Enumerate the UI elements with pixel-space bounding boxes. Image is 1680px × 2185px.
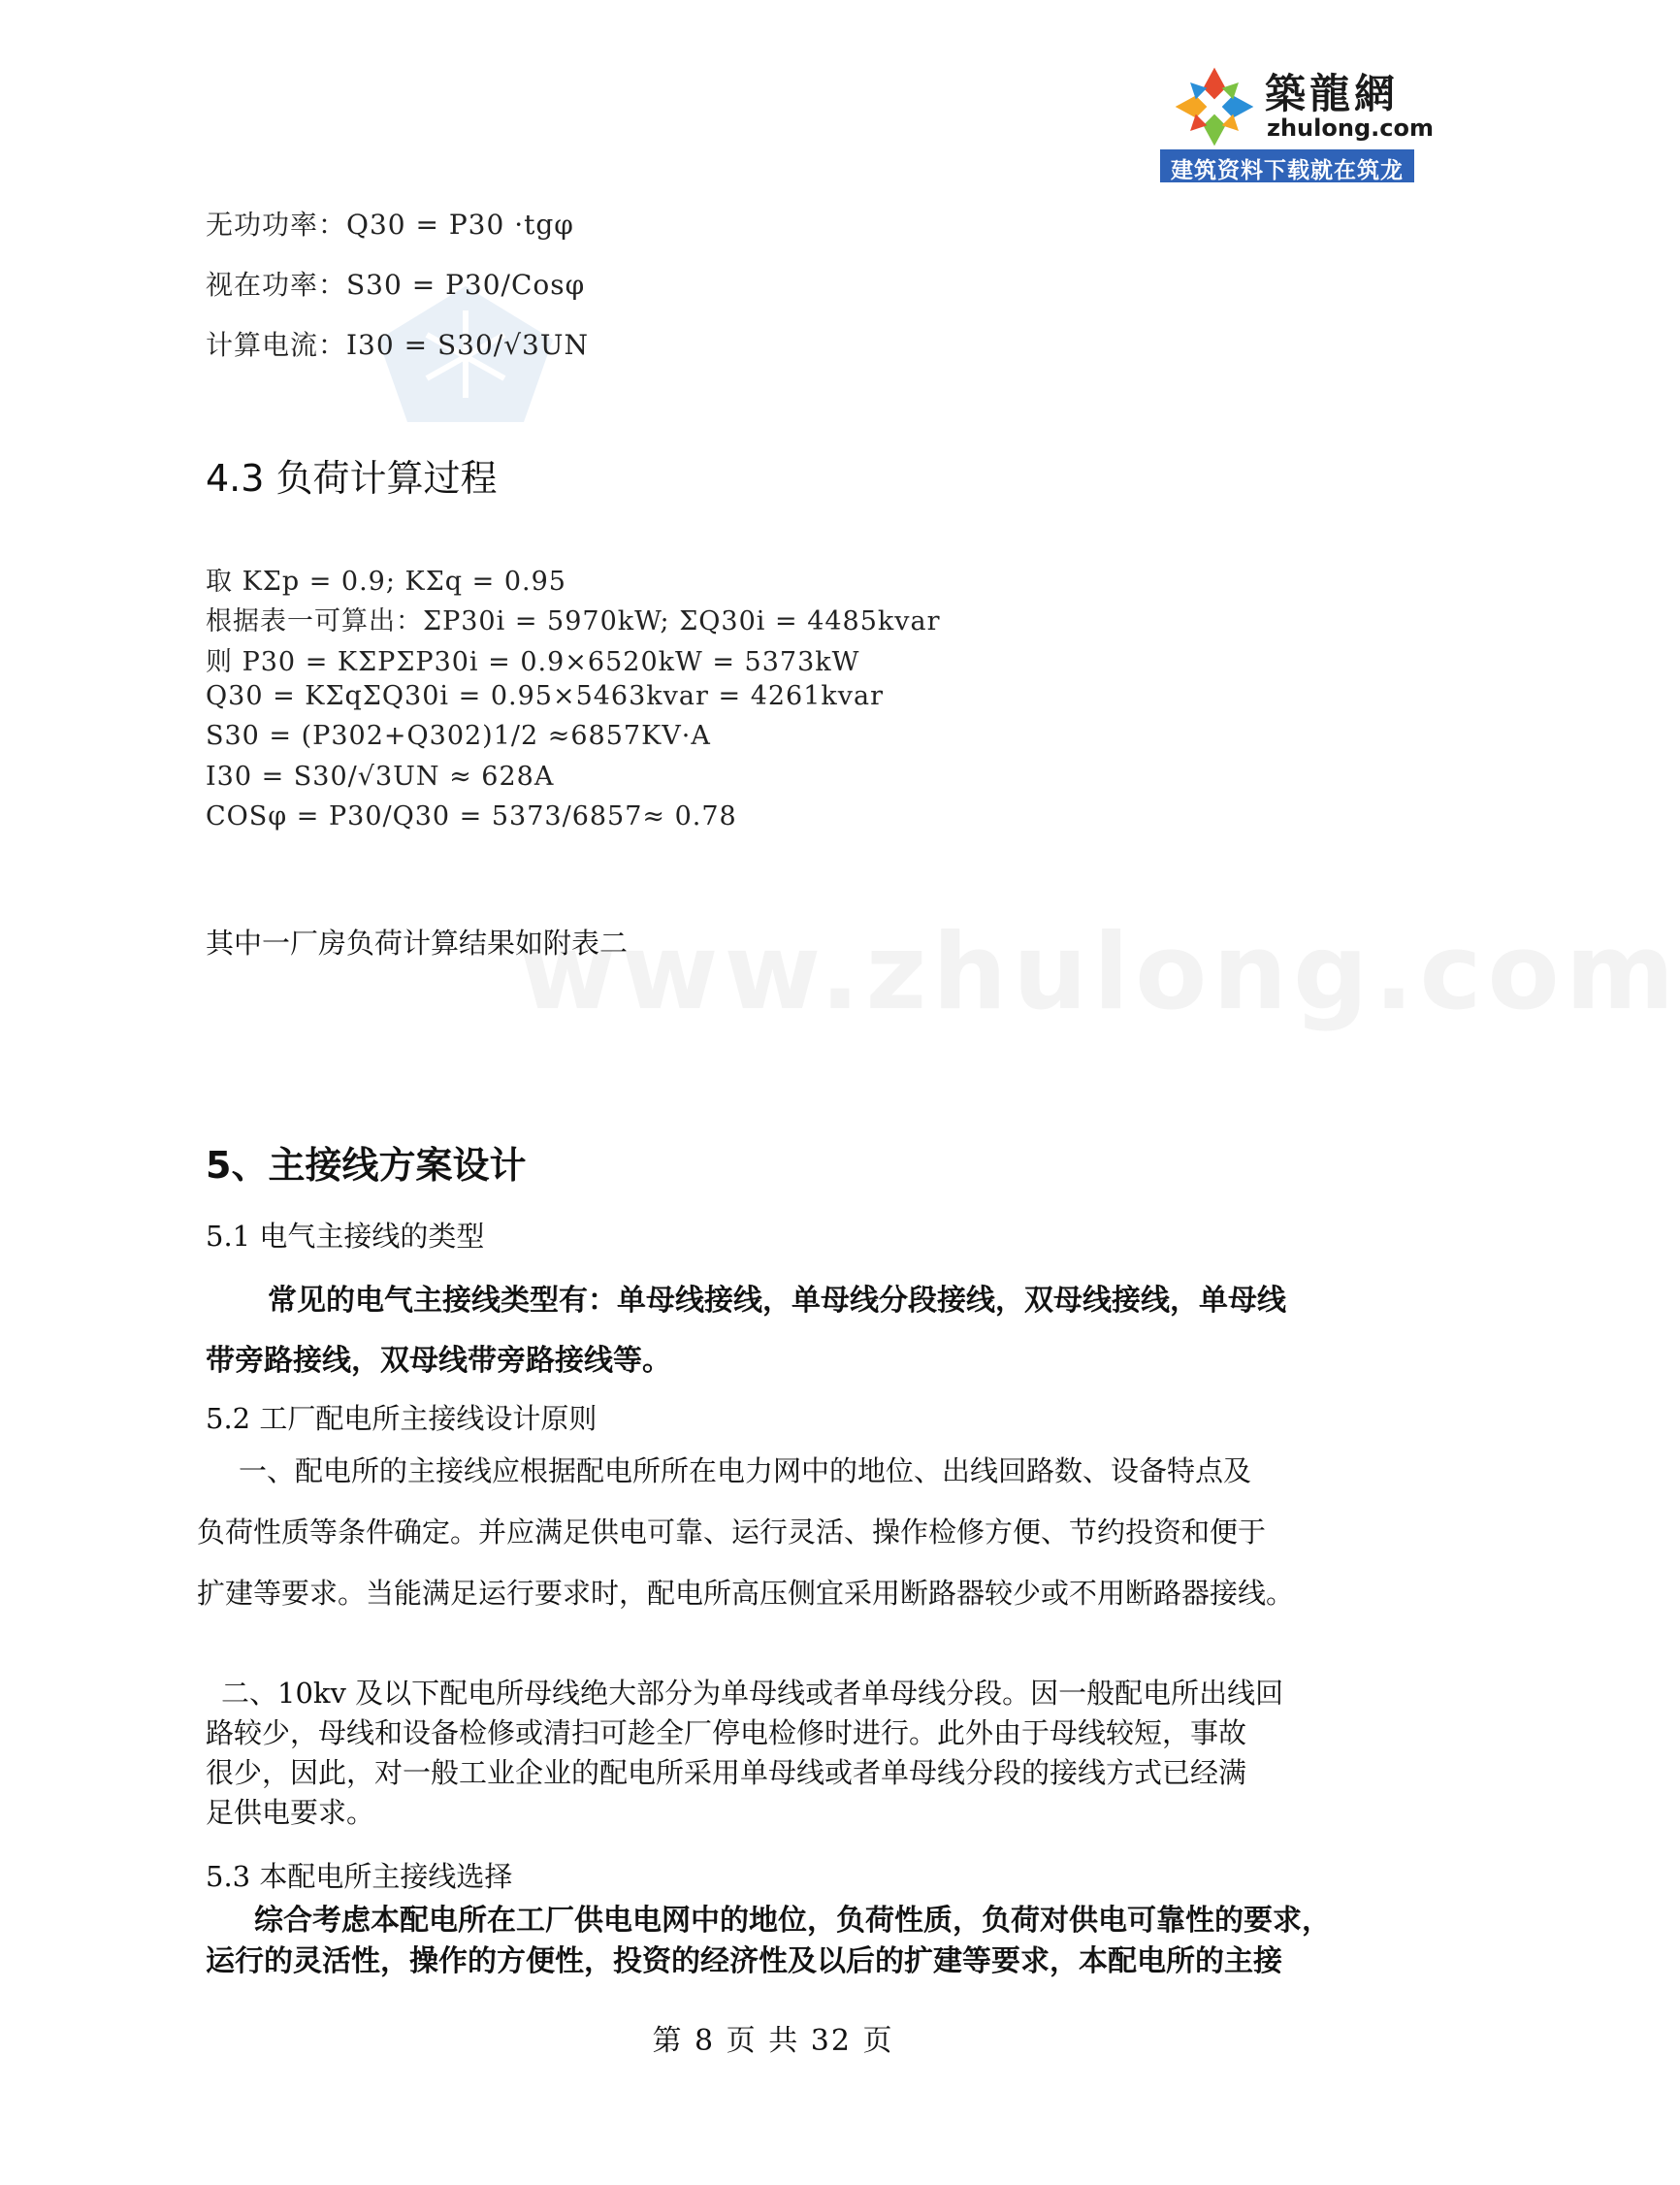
paragraph-line: 常见的电气主接线类型有：单母线接线，单母线分段接线，双母线接线，单母线 xyxy=(268,1284,1286,1318)
calc-line: Q30 = KΣqΣQ30i = 0.95×5463kvar = 4261kvar xyxy=(206,681,885,711)
logo-name: 築龍網 xyxy=(1265,70,1400,117)
logo-slogan: 建筑资料下载就在筑龙网 xyxy=(1171,158,1404,215)
calc-line: 则 P30 = KΣPΣP30i = 0.9×6520kW = 5373kW xyxy=(206,647,860,677)
paragraph-line: 很少，因此，对一般工业企业的配电所采用单母线或者单母线分段的接线方式已经满 xyxy=(206,1756,1247,1789)
paragraph-line: 带旁路接线，双母线带旁路接线等。 xyxy=(206,1344,671,1378)
paragraph-line: 运行的灵活性，操作的方便性，投资的经济性及以后的扩建等要求，本配电所的主接 xyxy=(206,1944,1282,1978)
section-5-1-title: 5.1 电气主接线的类型 xyxy=(206,1220,485,1253)
paragraph-line: 一、配电所的主接线应根据配电所所在电力网中的地位、出线回路数、设备特点及 xyxy=(239,1454,1252,1487)
section-5-2-title: 5.2 工厂配电所主接线设计原则 xyxy=(206,1402,598,1435)
watermark-text: www.zhulong.com xyxy=(519,912,1680,1033)
result-note: 其中一厂房负荷计算结果如附表二 xyxy=(206,927,629,960)
section-5-3-title: 5.3 本配电所主接线选择 xyxy=(206,1860,513,1893)
logo-slogan-bar xyxy=(1160,149,1414,215)
zhulong-flower-icon xyxy=(1168,60,1261,153)
paragraph-line: 路较少，母线和设备检修或清扫可趁全厂停电检修时进行。此外由于母线较短，事故 xyxy=(206,1716,1247,1749)
calc-line: I30 = S30/√3UN ≈ 628A xyxy=(206,762,555,792)
section-4-3-title: 4.3 负荷计算过程 xyxy=(206,457,498,500)
calc-line: COSφ = P30/Q30 = 5373/6857≈ 0.78 xyxy=(206,801,737,832)
calc-line: 根据表一可算出：ΣP30i = 5970kW; ΣQ30i = 4485kvar xyxy=(206,606,941,636)
paragraph-line: 足供电要求。 xyxy=(206,1796,375,1829)
calc-line: S30 = (P302+Q302)1/2 ≈6857KV·A xyxy=(206,721,711,751)
formula-apparent-power: 视在功率：S30 = P30/Cosφ xyxy=(206,269,586,301)
paragraph-line: 扩建等要求。当能满足运行要求时，配电所高压侧宜采用断路器较少或不用断路器接线。 xyxy=(197,1577,1295,1610)
formula-current: 计算电流：I30 = S30/√3UN xyxy=(206,329,589,361)
section-5-title: 5、主接线方案设计 xyxy=(206,1144,527,1187)
calc-line: 取 KΣp = 0.9; KΣq = 0.95 xyxy=(206,567,566,597)
formula-reactive-power: 无功功率：Q30 = P30 ·tgφ xyxy=(206,209,574,241)
zhulong-logo xyxy=(1160,56,1434,215)
paragraph-line: 综合考虑本配电所在工厂供电电网中的地位，负荷性质，负荷对供电可靠性的要求， xyxy=(254,1904,1331,1938)
paragraph-line: 负荷性质等条件确定。并应满足供电可靠、运行灵活、操作检修方便、节约投资和便于 xyxy=(197,1516,1267,1549)
page-number: 第 8 页 共 32 页 xyxy=(652,2024,894,2058)
logo-domain: zhulong.com xyxy=(1267,114,1434,142)
paragraph-line: 二、10kv 及以下配电所母线绝大部分为单母线或者单母线分段。因一般配电所出线回 xyxy=(221,1677,1284,1710)
